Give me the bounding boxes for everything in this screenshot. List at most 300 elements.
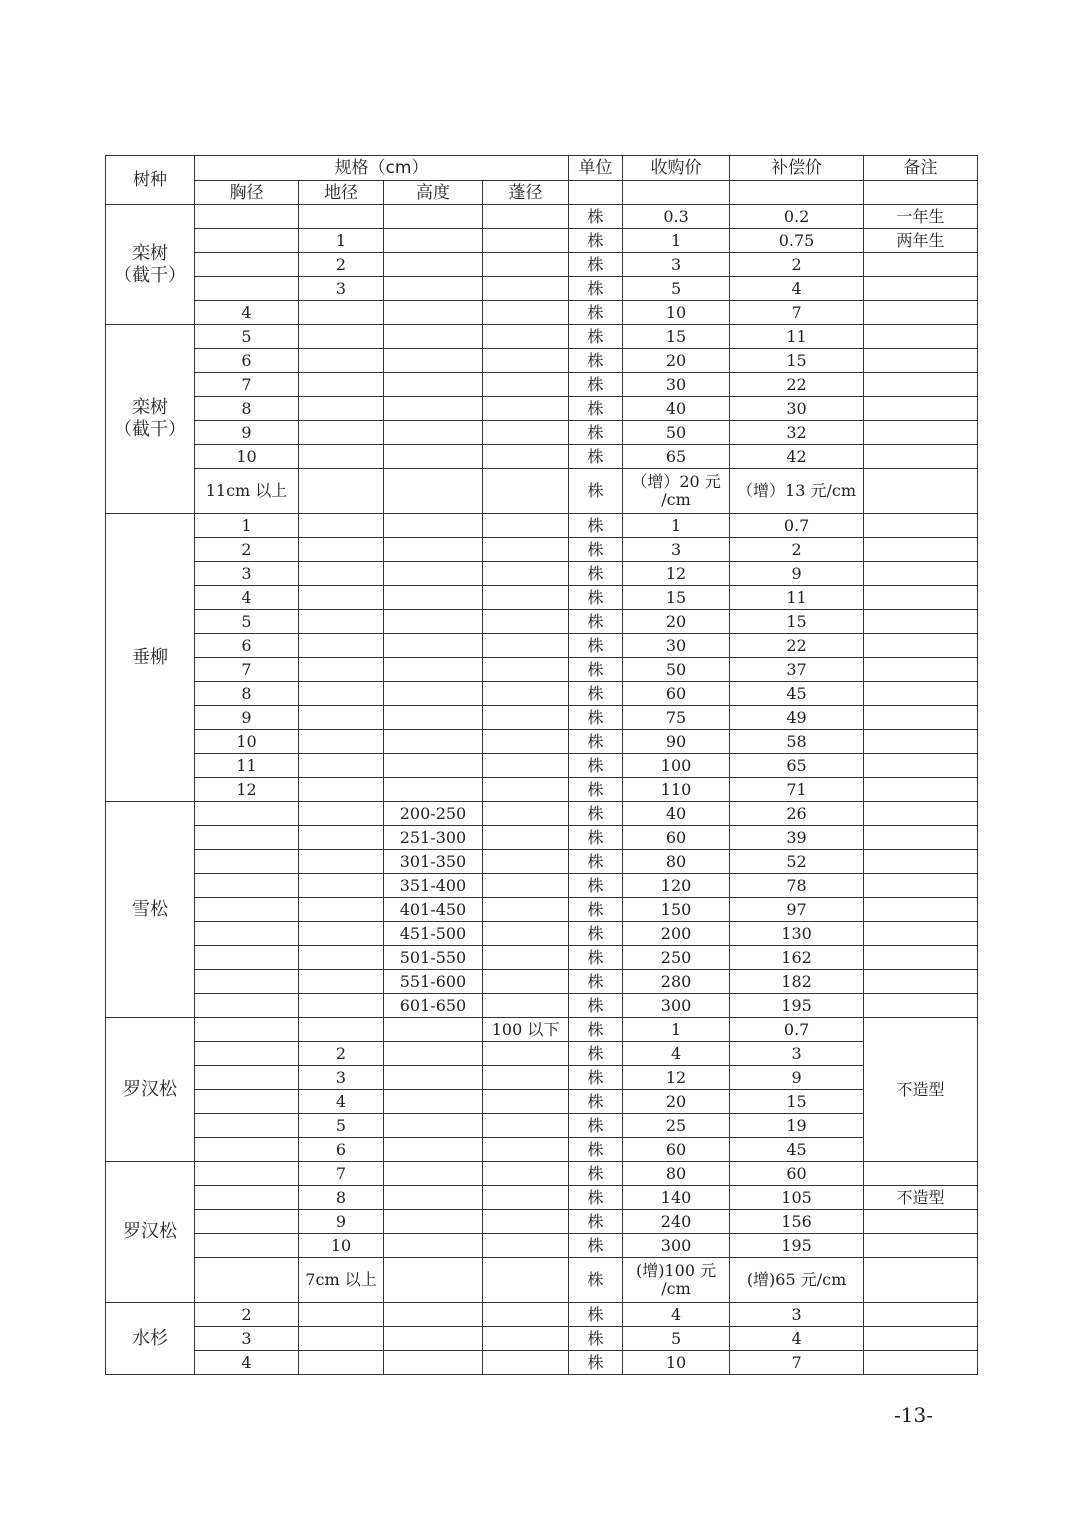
- table-row: [106, 778, 978, 802]
- breast-diameter-cell: [195, 205, 299, 229]
- purchase-price-cell: 65: [623, 445, 730, 469]
- compensation-price-cell: 42: [730, 445, 864, 469]
- table-row: [106, 253, 978, 277]
- ground-diameter-cell: 3: [299, 277, 384, 301]
- crown-diameter-cell: [483, 397, 569, 421]
- compensation-price-cell: 22: [730, 634, 864, 658]
- compensation-price-cell: 105: [730, 1186, 864, 1210]
- breast-diameter-cell: 11: [195, 754, 299, 778]
- compensation-price-cell: 156: [730, 1210, 864, 1234]
- remark-cell: 不造型: [864, 1186, 978, 1210]
- breast-diameter-cell: 4: [195, 301, 299, 325]
- unit-cell: 株: [569, 277, 623, 301]
- purchase-price-cell: 3: [623, 538, 730, 562]
- remark-cell: [864, 445, 978, 469]
- height-cell: 601-650: [384, 994, 483, 1018]
- compensation-price-cell: 15: [730, 1090, 864, 1114]
- ground-diameter-cell: [299, 730, 384, 754]
- remark-cell: [864, 514, 978, 538]
- compensation-price-cell: 7: [730, 1351, 864, 1375]
- ground-diameter-cell: [299, 778, 384, 802]
- unit-cell: 株: [569, 922, 623, 946]
- crown-diameter-cell: [483, 850, 569, 874]
- purchase-price-cell: 12: [623, 1066, 730, 1090]
- crown-diameter-cell: [483, 514, 569, 538]
- table-row: [106, 1327, 978, 1351]
- compensation-price-cell: 11: [730, 325, 864, 349]
- ground-diameter-cell: 10: [299, 1234, 384, 1258]
- compensation-price-cell: 7: [730, 301, 864, 325]
- compensation-price-cell: 15: [730, 349, 864, 373]
- unit-cell: 株: [569, 778, 623, 802]
- height-cell: [384, 445, 483, 469]
- remark-cell: [864, 826, 978, 850]
- ground-diameter-cell: [299, 658, 384, 682]
- height-cell: [384, 301, 483, 325]
- purchase-price-cell: 30: [623, 634, 730, 658]
- unit-cell: 株: [569, 754, 623, 778]
- remark-cell: [864, 1234, 978, 1258]
- compensation-price-cell: 45: [730, 1138, 864, 1162]
- crown-diameter-cell: [483, 682, 569, 706]
- compensation-price-cell: 19: [730, 1114, 864, 1138]
- page-number: -13-: [894, 1403, 933, 1427]
- purchase-price-cell: 25: [623, 1114, 730, 1138]
- remark-cell: [864, 706, 978, 730]
- table-row: [106, 1351, 978, 1375]
- compensation-price-cell: 2: [730, 538, 864, 562]
- ground-diameter-cell: [299, 850, 384, 874]
- height-cell: [384, 1090, 483, 1114]
- table-row: [106, 1042, 978, 1066]
- crown-diameter-cell: [483, 826, 569, 850]
- unit-cell: 株: [569, 586, 623, 610]
- unit-cell: 株: [569, 730, 623, 754]
- table-row: [106, 874, 978, 898]
- breast-diameter-cell: [195, 970, 299, 994]
- crown-diameter-cell: [483, 421, 569, 445]
- crown-diameter-cell: [483, 970, 569, 994]
- ground-diameter-cell: [299, 682, 384, 706]
- compensation-price-cell: 162: [730, 946, 864, 970]
- remark-cell: [864, 1351, 978, 1375]
- breast-diameter-cell: 8: [195, 397, 299, 421]
- breast-diameter-cell: [195, 253, 299, 277]
- table-row: [106, 1018, 978, 1042]
- purchase-price-cell: (增)100 元 /cm: [623, 1258, 730, 1303]
- ground-diameter-cell: [299, 826, 384, 850]
- height-cell: 501-550: [384, 946, 483, 970]
- height-cell: [384, 610, 483, 634]
- unit-cell: 株: [569, 946, 623, 970]
- crown-diameter-cell: [483, 1114, 569, 1138]
- table-row: [106, 1066, 978, 1090]
- unit-cell: 株: [569, 634, 623, 658]
- height-cell: [384, 514, 483, 538]
- remark-cell: [864, 922, 978, 946]
- purchase-price-cell: 20: [623, 1090, 730, 1114]
- ground-diameter-cell: 5: [299, 1114, 384, 1138]
- ground-diameter-cell: [299, 538, 384, 562]
- purchase-price-cell: 50: [623, 421, 730, 445]
- crown-diameter-cell: [483, 946, 569, 970]
- crown-diameter-cell: [483, 706, 569, 730]
- ground-diameter-cell: 4: [299, 1090, 384, 1114]
- height-cell: [384, 1327, 483, 1351]
- purchase-price-cell: 20: [623, 349, 730, 373]
- height-cell: [384, 682, 483, 706]
- table-row: [106, 1162, 978, 1186]
- table-row: [106, 349, 978, 373]
- compensation-price-cell: 0.7: [730, 1018, 864, 1042]
- table-row: [106, 730, 978, 754]
- ground-diameter-cell: [299, 397, 384, 421]
- table-row: [106, 610, 978, 634]
- compensation-price-cell: 9: [730, 1066, 864, 1090]
- crown-diameter-cell: [483, 1351, 569, 1375]
- crown-diameter-cell: [483, 1186, 569, 1210]
- purchase-price-cell: 40: [623, 802, 730, 826]
- compensation-price-cell: 78: [730, 874, 864, 898]
- compensation-price-cell: 58: [730, 730, 864, 754]
- breast-diameter-cell: [195, 802, 299, 826]
- remark-cell: [864, 946, 978, 970]
- ground-diameter-cell: 7: [299, 1162, 384, 1186]
- breast-diameter-cell: 3: [195, 562, 299, 586]
- height-cell: [384, 706, 483, 730]
- compensation-price-cell: 0.75: [730, 229, 864, 253]
- crown-diameter-cell: [483, 1042, 569, 1066]
- unit-cell: 株: [569, 469, 623, 514]
- breast-diameter-cell: 10: [195, 730, 299, 754]
- table-row: [106, 994, 978, 1018]
- remark-cell: [864, 469, 978, 514]
- unit-cell: 株: [569, 1186, 623, 1210]
- breast-diameter-cell: [195, 1162, 299, 1186]
- purchase-price-cell: 10: [623, 301, 730, 325]
- compensation-price-cell: 71: [730, 778, 864, 802]
- breast-diameter-cell: 2: [195, 1303, 299, 1327]
- purchase-price-cell: 280: [623, 970, 730, 994]
- compensation-price-cell: 4: [730, 1327, 864, 1351]
- compensation-price-cell: 97: [730, 898, 864, 922]
- purchase-price-cell: 1: [623, 229, 730, 253]
- remark-cell: [864, 373, 978, 397]
- compensation-price-cell: 195: [730, 994, 864, 1018]
- crown-diameter-cell: [483, 538, 569, 562]
- purchase-price-cell: 3: [623, 253, 730, 277]
- purchase-price-cell: 200: [623, 922, 730, 946]
- unit-cell: 株: [569, 514, 623, 538]
- crown-diameter-cell: [483, 754, 569, 778]
- purchase-price-cell: 10: [623, 1351, 730, 1375]
- unit-cell: 株: [569, 1210, 623, 1234]
- crown-diameter-cell: [483, 802, 569, 826]
- breast-diameter-cell: 3: [195, 1327, 299, 1351]
- compensation-price-cell: 3: [730, 1042, 864, 1066]
- ground-diameter-cell: [299, 1327, 384, 1351]
- compensation-price-cell: 52: [730, 850, 864, 874]
- height-cell: [384, 1234, 483, 1258]
- ground-diameter-cell: [299, 898, 384, 922]
- crown-diameter-cell: [483, 922, 569, 946]
- header-crown-diameter: 蓬径: [483, 181, 569, 205]
- breast-diameter-cell: [195, 1138, 299, 1162]
- unit-cell: 株: [569, 970, 623, 994]
- unit-cell: 株: [569, 301, 623, 325]
- breast-diameter-cell: 11cm 以上: [195, 469, 299, 514]
- purchase-price-cell: 15: [623, 586, 730, 610]
- ground-diameter-cell: [299, 469, 384, 514]
- table-row: [106, 538, 978, 562]
- purchase-price-cell: 80: [623, 850, 730, 874]
- compensation-price-cell: 9: [730, 562, 864, 586]
- unit-cell: 株: [569, 1162, 623, 1186]
- header-breast-diameter: 胸径: [195, 181, 299, 205]
- crown-diameter-cell: [483, 1162, 569, 1186]
- height-cell: [384, 373, 483, 397]
- unit-cell: 株: [569, 421, 623, 445]
- table-row: [106, 277, 978, 301]
- breast-diameter-cell: 8: [195, 682, 299, 706]
- ground-diameter-cell: [299, 445, 384, 469]
- table-row: [106, 1114, 978, 1138]
- compensation-price-cell: 3: [730, 1303, 864, 1327]
- ground-diameter-cell: 3: [299, 1066, 384, 1090]
- remark-cell: [864, 658, 978, 682]
- table-row: [106, 514, 978, 538]
- height-cell: [384, 634, 483, 658]
- ground-diameter-cell: 2: [299, 253, 384, 277]
- height-cell: [384, 397, 483, 421]
- table-row: [106, 586, 978, 610]
- breast-diameter-cell: [195, 874, 299, 898]
- species-cell: 罗汉松: [106, 1162, 195, 1303]
- table-row: [106, 1138, 978, 1162]
- ground-diameter-cell: 7cm 以上: [299, 1258, 384, 1303]
- unit-cell: 株: [569, 874, 623, 898]
- height-cell: 251-300: [384, 826, 483, 850]
- ground-diameter-cell: [299, 1018, 384, 1042]
- crown-diameter-cell: [483, 1066, 569, 1090]
- unit-cell: 株: [569, 538, 623, 562]
- compensation-price-cell: 15: [730, 610, 864, 634]
- ground-diameter-cell: 2: [299, 1042, 384, 1066]
- purchase-price-cell: 140: [623, 1186, 730, 1210]
- table-row: [106, 634, 978, 658]
- crown-diameter-cell: [483, 730, 569, 754]
- table-body: [106, 205, 978, 1375]
- purchase-price-cell: 5: [623, 277, 730, 301]
- purchase-price-cell: 60: [623, 682, 730, 706]
- header-unit-blank: [569, 181, 623, 205]
- remark-cell: [864, 850, 978, 874]
- height-cell: [384, 1258, 483, 1303]
- purchase-price-cell: （增）20 元 /cm: [623, 469, 730, 514]
- height-cell: [384, 421, 483, 445]
- compensation-price-cell: 22: [730, 373, 864, 397]
- header-height: 高度: [384, 181, 483, 205]
- remark-cell: [864, 994, 978, 1018]
- height-cell: [384, 730, 483, 754]
- purchase-price-cell: 300: [623, 1234, 730, 1258]
- height-cell: [384, 1210, 483, 1234]
- breast-diameter-cell: [195, 229, 299, 253]
- remark-cell: [864, 802, 978, 826]
- height-cell: [384, 1162, 483, 1186]
- unit-cell: 株: [569, 1303, 623, 1327]
- purchase-price-cell: 20: [623, 610, 730, 634]
- remark-cell: 两年生: [864, 229, 978, 253]
- ground-diameter-cell: [299, 970, 384, 994]
- species-cell: 水杉: [106, 1303, 195, 1375]
- height-cell: [384, 586, 483, 610]
- crown-diameter-cell: [483, 1258, 569, 1303]
- compensation-price-cell: 0.2: [730, 205, 864, 229]
- remark-cell: [864, 1210, 978, 1234]
- compensation-price-cell: 195: [730, 1234, 864, 1258]
- remark-cell: [864, 970, 978, 994]
- remark-cell: [864, 301, 978, 325]
- table-row: [106, 1186, 978, 1210]
- remark-cell: [864, 1327, 978, 1351]
- compensation-price-cell: 60: [730, 1162, 864, 1186]
- remark-cell: [864, 325, 978, 349]
- crown-diameter-cell: [483, 1090, 569, 1114]
- remark-cell: [864, 586, 978, 610]
- crown-diameter-cell: [483, 253, 569, 277]
- purchase-price-cell: 110: [623, 778, 730, 802]
- unit-cell: 株: [569, 994, 623, 1018]
- remark-cell: 一年生: [864, 205, 978, 229]
- height-cell: 200-250: [384, 802, 483, 826]
- height-cell: [384, 277, 483, 301]
- ground-diameter-cell: [299, 754, 384, 778]
- ground-diameter-cell: [299, 802, 384, 826]
- crown-diameter-cell: [483, 778, 569, 802]
- breast-diameter-cell: [195, 922, 299, 946]
- height-cell: 351-400: [384, 874, 483, 898]
- height-cell: [384, 253, 483, 277]
- table-row: [106, 1234, 978, 1258]
- unit-cell: 株: [569, 1258, 623, 1303]
- purchase-price-cell: 1: [623, 1018, 730, 1042]
- compensation-price-cell: 39: [730, 826, 864, 850]
- remark-cell: [864, 610, 978, 634]
- table-row: [106, 850, 978, 874]
- purchase-price-cell: 50: [623, 658, 730, 682]
- crown-diameter-cell: [483, 1303, 569, 1327]
- breast-diameter-cell: 6: [195, 349, 299, 373]
- table-row: [106, 754, 978, 778]
- header-compensation-blank: [730, 181, 864, 205]
- breast-diameter-cell: [195, 1258, 299, 1303]
- breast-diameter-cell: 6: [195, 634, 299, 658]
- purchase-price-cell: 15: [623, 325, 730, 349]
- ground-diameter-cell: [299, 610, 384, 634]
- unit-cell: 株: [569, 706, 623, 730]
- crown-diameter-cell: [483, 373, 569, 397]
- compensation-price-cell: 11: [730, 586, 864, 610]
- height-cell: [384, 469, 483, 514]
- table-row: [106, 1258, 978, 1303]
- remark-cell: [864, 682, 978, 706]
- crown-diameter-cell: [483, 445, 569, 469]
- height-cell: [384, 349, 483, 373]
- breast-diameter-cell: [195, 1114, 299, 1138]
- crown-diameter-cell: [483, 349, 569, 373]
- unit-cell: 株: [569, 253, 623, 277]
- table-row: [106, 325, 978, 349]
- compensation-price-cell: 26: [730, 802, 864, 826]
- species-cell: 栾树 （截干）: [106, 325, 195, 514]
- table-row: [106, 1210, 978, 1234]
- header-remark-blank: [864, 181, 978, 205]
- ground-diameter-cell: [299, 205, 384, 229]
- header-spec: 规格（cm）: [195, 156, 569, 181]
- purchase-price-cell: 40: [623, 397, 730, 421]
- crown-diameter-cell: [483, 898, 569, 922]
- breast-diameter-cell: 4: [195, 1351, 299, 1375]
- compensation-price-cell: 182: [730, 970, 864, 994]
- crown-diameter-cell: [483, 994, 569, 1018]
- remark-cell: [864, 562, 978, 586]
- table-row: [106, 922, 978, 946]
- height-cell: [384, 1303, 483, 1327]
- crown-diameter-cell: [483, 325, 569, 349]
- crown-diameter-cell: [483, 1327, 569, 1351]
- height-cell: [384, 562, 483, 586]
- table-row: [106, 1303, 978, 1327]
- remark-cell: [864, 421, 978, 445]
- breast-diameter-cell: [195, 946, 299, 970]
- purchase-price-cell: 80: [623, 1162, 730, 1186]
- purchase-price-cell: 12: [623, 562, 730, 586]
- height-cell: [384, 229, 483, 253]
- breast-diameter-cell: 9: [195, 421, 299, 445]
- compensation-price-cell: 37: [730, 658, 864, 682]
- header-species: 树种: [106, 156, 195, 205]
- remark-cell: [864, 898, 978, 922]
- unit-cell: 株: [569, 1138, 623, 1162]
- ground-diameter-cell: [299, 514, 384, 538]
- header-unit: 单位: [569, 156, 623, 181]
- breast-diameter-cell: 5: [195, 610, 299, 634]
- ground-diameter-cell: [299, 1351, 384, 1375]
- unit-cell: 株: [569, 1090, 623, 1114]
- height-cell: [384, 1066, 483, 1090]
- table-row: [106, 397, 978, 421]
- ground-diameter-cell: [299, 586, 384, 610]
- purchase-price-cell: 90: [623, 730, 730, 754]
- ground-diameter-cell: [299, 994, 384, 1018]
- crown-diameter-cell: [483, 1210, 569, 1234]
- crown-diameter-cell: [483, 586, 569, 610]
- breast-diameter-cell: [195, 1090, 299, 1114]
- breast-diameter-cell: [195, 1234, 299, 1258]
- purchase-price-cell: 60: [623, 1138, 730, 1162]
- crown-diameter-cell: [483, 277, 569, 301]
- table-row: [106, 946, 978, 970]
- ground-diameter-cell: [299, 874, 384, 898]
- unit-cell: 株: [569, 349, 623, 373]
- compensation-price-cell: 2: [730, 253, 864, 277]
- table-row: [106, 970, 978, 994]
- table-row: [106, 826, 978, 850]
- unit-cell: 株: [569, 229, 623, 253]
- height-cell: [384, 778, 483, 802]
- purchase-price-cell: 4: [623, 1303, 730, 1327]
